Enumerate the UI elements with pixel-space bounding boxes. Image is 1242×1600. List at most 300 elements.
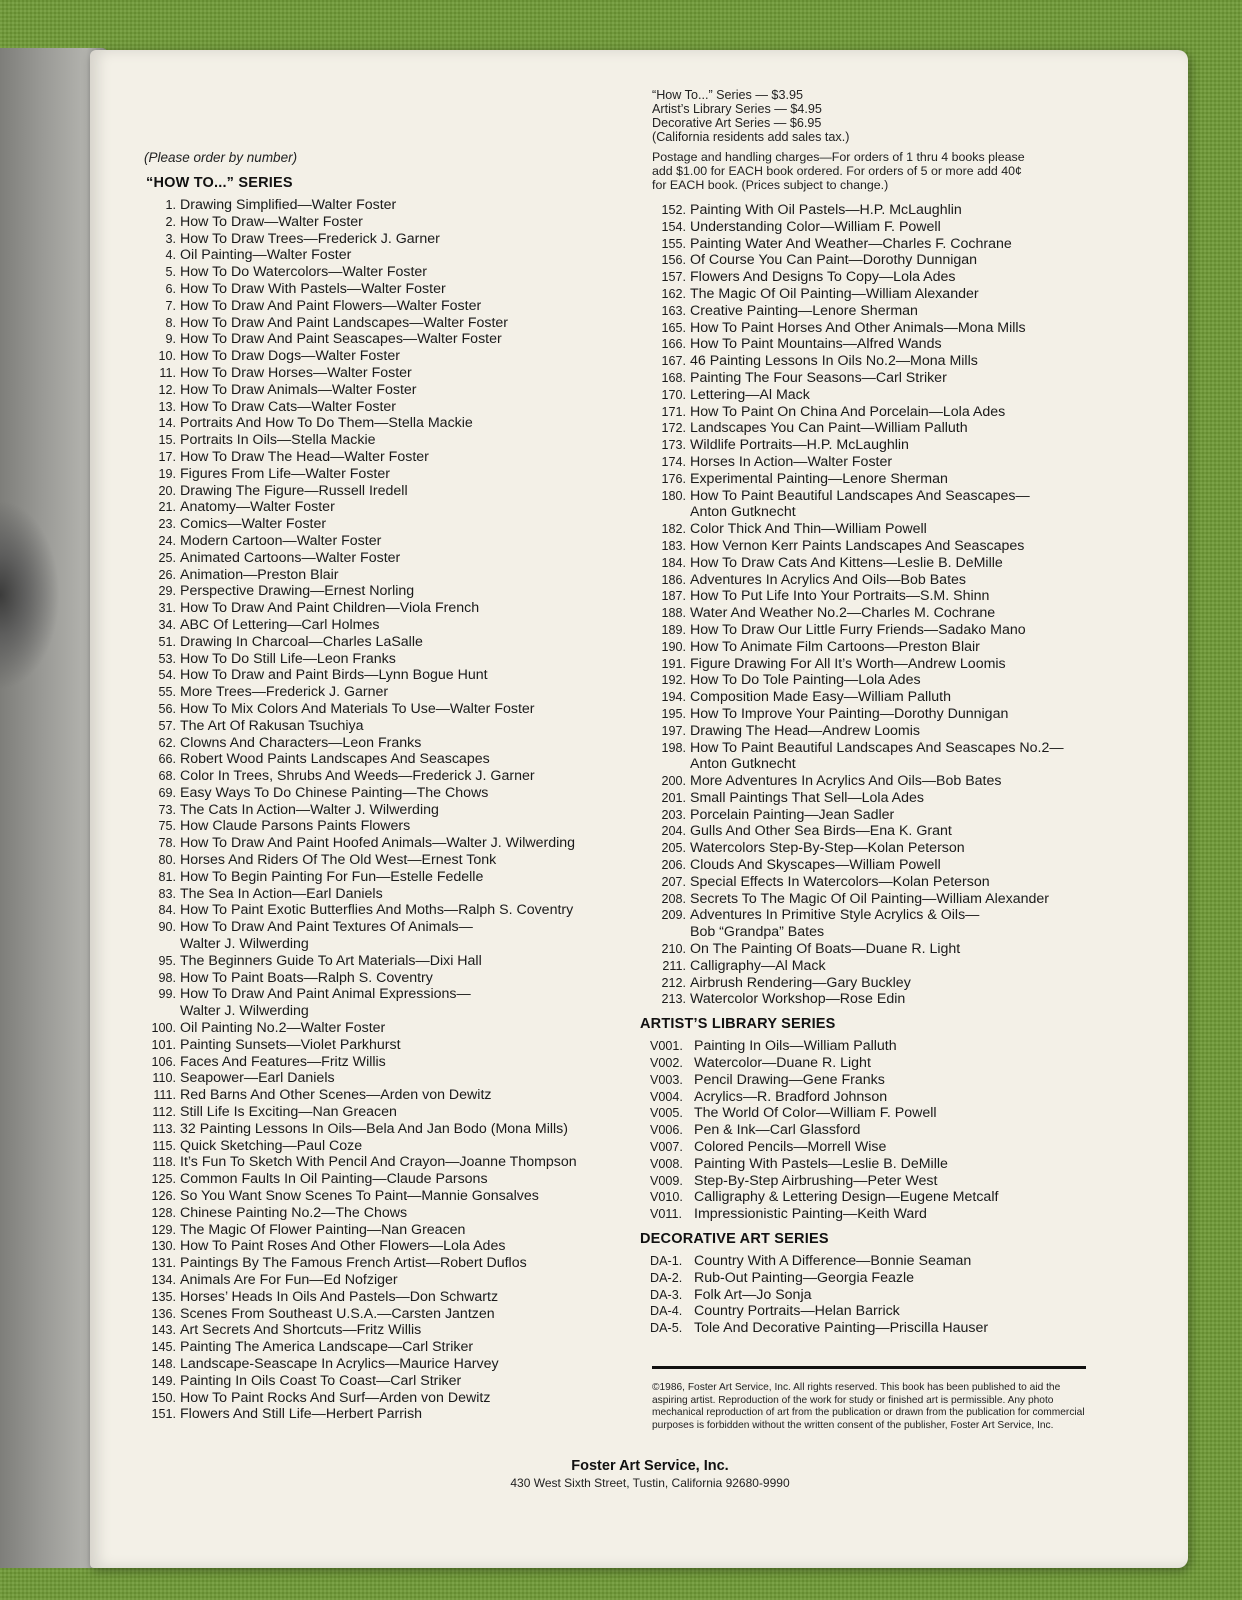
item-title: Special Effects In Watercolors—Kolan Peterson	[690, 873, 990, 890]
list-item	[650, 252, 1090, 269]
item-number: 173.	[661, 438, 686, 453]
list-item	[140, 1070, 630, 1087]
item-number: 6.	[165, 281, 176, 296]
item-number: 211.	[662, 958, 686, 973]
item-title: Adventures In Primitive Style Acrylics & Oils—	[690, 907, 980, 924]
item-title: Still Life Is Exciting—Nan Greacen	[180, 1104, 397, 1121]
item-title: Painting With Pastels—Leslie B. DeMille	[694, 1155, 948, 1172]
item-title: How To Draw And Paint Textures Of Animals—	[180, 919, 473, 936]
list-item	[650, 723, 1090, 740]
list-item	[140, 1222, 630, 1239]
item-number: 23.	[158, 517, 176, 532]
list-item	[650, 756, 1090, 773]
list-item	[140, 634, 630, 651]
item-number: V006.	[650, 1123, 683, 1138]
item-number: 21.	[158, 500, 176, 515]
list-item	[650, 471, 1090, 488]
item-number: 150.	[151, 1390, 176, 1405]
item-title: Step-By-Step Airbrushing—Peter West	[694, 1172, 938, 1189]
list-item	[140, 449, 630, 466]
item-number: 9.	[165, 332, 176, 347]
list-item	[140, 466, 630, 483]
list-item	[650, 572, 1090, 589]
item-number: V009.	[650, 1173, 683, 1188]
item-number: V003.	[650, 1072, 683, 1087]
item-title: Airbrush Rendering—Gary Buckley	[690, 974, 911, 991]
item-number: 100.	[151, 1021, 176, 1036]
list-item	[140, 331, 630, 348]
item-number: 207.	[661, 874, 686, 889]
item-number: 106.	[151, 1054, 176, 1069]
list-item	[140, 735, 630, 752]
item-number: 176.	[661, 471, 686, 486]
item-title: Adventures In Acrylics And Oils—Bob Bates	[690, 571, 966, 588]
item-title: Scenes From Southeast U.S.A.—Carsten Jantzen	[180, 1305, 495, 1322]
item-number: 101.	[151, 1037, 176, 1052]
list-item	[650, 1189, 1090, 1206]
item-title: Figure Drawing For All It’s Worth—Andrew Loomis	[690, 655, 1006, 672]
howto-series-title: “HOW TO...” SERIES	[146, 175, 293, 191]
list-item	[650, 823, 1090, 840]
item-number: 182.	[661, 522, 686, 537]
item-title: Walter J. Wilwerding	[180, 936, 309, 953]
list-item	[140, 550, 630, 567]
item-title: Horses And Riders Of The Old West—Ernest Tonk	[180, 852, 497, 869]
item-title: How To Draw Dogs—Walter Foster	[180, 348, 400, 365]
item-title: How To Paint Beautiful Landscapes And Seascapes No.2—	[690, 739, 1064, 756]
item-title: Easy Ways To Do Chinese Painting—The Chows	[180, 784, 489, 801]
item-number: 125.	[151, 1172, 176, 1187]
list-item	[140, 936, 630, 953]
list-item	[140, 247, 630, 264]
item-number: 3.	[165, 231, 176, 246]
list-item	[140, 1238, 630, 1255]
item-title: Calligraphy & Lettering Design—Eugene Metcalf	[694, 1189, 999, 1206]
divider-rule	[652, 1366, 1086, 1369]
item-number: DA-1.	[650, 1254, 683, 1269]
list-item	[650, 404, 1090, 421]
item-title: How Vernon Kerr Paints Landscapes And Seascapes	[690, 537, 1025, 554]
item-number: 209.	[661, 908, 686, 923]
item-number: 53.	[158, 651, 176, 666]
item-number: 204.	[661, 824, 686, 839]
list-item	[140, 835, 630, 852]
item-title: Watercolors Step-By-Step—Kolan Peterson	[690, 840, 965, 857]
list-item	[140, 348, 630, 365]
list-item	[140, 1188, 630, 1205]
item-title: Color Thick And Thin—William Powell	[690, 521, 927, 538]
list-item	[140, 1289, 630, 1306]
item-number: 113.	[152, 1121, 176, 1136]
list-item	[140, 197, 630, 214]
item-number: 15.	[158, 433, 176, 448]
item-title: Walter J. Wilwerding	[180, 1003, 309, 1020]
list-item	[140, 365, 630, 382]
item-number	[650, 504, 690, 521]
item-number: 10.	[158, 349, 176, 364]
item-number: 56.	[158, 701, 176, 716]
item-title: Landscape-Seascape In Acrylics—Maurice Harvey	[180, 1355, 499, 1372]
item-title: Color In Trees, Shrubs And Weeds—Frederick J. Garner	[180, 768, 535, 785]
item-title: How To Improve Your Painting—Dorothy Dunnigan	[690, 705, 1009, 722]
item-title: How To Paint Exotic Butterflies And Moths—Ralph S. Coventry	[180, 902, 574, 919]
item-number: 210.	[661, 942, 686, 957]
copyright-notice: ©1986, Foster Art Service, Inc. All rights reserved. This book has been published to aid the aspiring artist. Reproduction of the work for study or finished art is permissible. Any photo mechanical reproduction of art from the publication or drawn from the publication for commercial purposes is forbidden without the written consent of the publisher, Foster Art Service, Inc.	[652, 1382, 1085, 1431]
item-title: Small Paintings That Sell—Lola Ades	[690, 789, 924, 806]
list-item	[650, 387, 1090, 404]
item-title: Comics—Walter Foster	[180, 516, 327, 533]
list-item	[140, 701, 630, 718]
item-title: Watercolor—Duane R. Light	[694, 1055, 871, 1072]
item-number: 12.	[158, 382, 176, 397]
list-item	[140, 617, 630, 634]
item-title: Acrylics—R. Bradford Johnson	[694, 1088, 888, 1105]
list-item	[140, 1322, 630, 1339]
item-title: Of Course You Can Paint—Dorothy Dunnigan	[690, 252, 978, 269]
item-number: 25.	[158, 550, 176, 565]
item-title: Country With A Difference—Bonnie Seaman	[694, 1253, 972, 1270]
list-item	[140, 684, 630, 701]
item-number: V010.	[650, 1190, 683, 1205]
item-title: Common Faults In Oil Painting—Claude Parsons	[180, 1171, 488, 1188]
list-item	[650, 504, 1090, 521]
item-number: 203.	[661, 807, 686, 822]
list-item	[140, 1373, 630, 1390]
item-number: 130.	[151, 1239, 176, 1254]
list-item	[650, 807, 1090, 824]
list-item	[140, 970, 630, 987]
item-title: Animation—Preston Blair	[180, 566, 339, 583]
list-item	[650, 420, 1090, 437]
list-item	[140, 818, 630, 835]
item-number	[650, 924, 690, 941]
item-number: 151.	[151, 1407, 176, 1422]
item-title: Tole And Decorative Painting—Priscilla Hauser	[694, 1320, 989, 1337]
list-item	[650, 622, 1090, 639]
list-item	[140, 718, 630, 735]
order-note: (Please order by number)	[144, 150, 298, 165]
item-title: 46 Painting Lessons In Oils No.2—Mona Mills	[690, 353, 978, 370]
list-item	[650, 269, 1090, 286]
item-title: Perspective Drawing—Ernest Norling	[180, 583, 415, 600]
item-number: 95.	[158, 953, 176, 968]
item-number: 149.	[151, 1373, 176, 1388]
item-number: 183.	[661, 538, 686, 553]
item-title: How To Draw Our Little Furry Friends—Sadako Mano	[690, 621, 1026, 638]
item-number: 148.	[151, 1356, 176, 1371]
list-item	[650, 1303, 1090, 1320]
item-number: 51.	[158, 634, 176, 649]
list-item	[650, 202, 1090, 219]
item-title: Art Secrets And Shortcuts—Fritz Willis	[180, 1322, 422, 1339]
list-item	[650, 1156, 1090, 1173]
list-item	[650, 857, 1090, 874]
list-item	[650, 840, 1090, 857]
item-number	[140, 1003, 180, 1020]
item-number: 171.	[661, 404, 686, 419]
item-title: How To Draw And Paint Animal Expressions—	[180, 986, 471, 1003]
item-title: Anton Gutknecht	[690, 504, 796, 521]
item-title: Painting In Oils—William Palluth	[694, 1038, 897, 1055]
item-number: 26.	[158, 567, 176, 582]
list-item	[650, 454, 1090, 471]
item-number: 57.	[158, 718, 176, 733]
list-item	[650, 689, 1090, 706]
item-title: Calligraphy—Al Mack	[690, 957, 826, 974]
item-title: Paintings By The Famous French Artist—Robert Duflos	[180, 1255, 527, 1272]
item-title: How To Draw And Paint Hoofed Animals—Walter J. Wilwerding	[180, 835, 576, 852]
list-item	[140, 1356, 630, 1373]
item-title: Flowers And Designs To Copy—Lola Ades	[690, 269, 956, 286]
item-number: 80.	[158, 853, 176, 868]
item-number: V005.	[650, 1106, 683, 1121]
list-item	[140, 583, 630, 600]
item-number: 198.	[661, 740, 686, 755]
list-item	[140, 567, 630, 584]
item-title: How To Do Watercolors—Walter Foster	[180, 264, 428, 281]
item-number: 165.	[661, 320, 686, 335]
item-number: 155.	[661, 236, 686, 251]
item-title: Gulls And Other Sea Birds—Ena K. Grant	[690, 823, 952, 840]
item-number: 170.	[661, 387, 686, 402]
list-item	[140, 886, 630, 903]
item-number: 75.	[158, 819, 176, 834]
item-title: Horses In Action—Walter Foster	[690, 453, 893, 470]
list-item	[650, 1089, 1090, 1106]
item-title: How To Draw Trees—Frederick J. Garner	[180, 230, 440, 247]
item-title: The Magic Of Oil Painting—William Alexander	[690, 285, 979, 302]
item-title: How To Paint On China And Porcelain—Lola Ades	[690, 403, 1006, 420]
list-item	[140, 869, 630, 886]
item-title: Drawing The Head—Andrew Loomis	[690, 722, 920, 739]
item-number: 188.	[661, 606, 686, 621]
list-item	[140, 1390, 630, 1407]
list-item	[650, 958, 1090, 975]
list-item	[140, 1104, 630, 1121]
item-number: 191.	[661, 656, 686, 671]
list-item	[140, 852, 630, 869]
item-number: 186.	[661, 572, 686, 587]
item-number: 68.	[158, 769, 176, 784]
item-number: 111.	[153, 1088, 176, 1103]
list-item	[650, 1206, 1090, 1223]
list-item	[650, 286, 1090, 303]
list-item	[650, 706, 1090, 723]
item-title: How To Do Tole Painting—Lola Ades	[690, 672, 921, 689]
list-item	[650, 236, 1090, 253]
list-item	[650, 1320, 1090, 1337]
item-title: More Trees—Frederick J. Garner	[180, 684, 389, 701]
list-item	[140, 1306, 630, 1323]
item-title: How To Paint Boats—Ralph S. Coventry	[180, 969, 433, 986]
item-title: How To Draw And Paint Landscapes—Walter Foster	[180, 314, 509, 331]
list-item	[650, 656, 1090, 673]
list-item	[140, 986, 630, 1003]
list-item	[650, 1270, 1090, 1287]
item-title: How To Animate Film Cartoons—Preston Blair	[690, 638, 980, 655]
list-item	[650, 303, 1090, 320]
item-number: 81.	[158, 869, 176, 884]
item-title: Clowns And Characters—Leon Franks	[180, 734, 422, 751]
list-item	[140, 483, 630, 500]
list-item	[650, 1122, 1090, 1139]
item-number: V007.	[650, 1140, 683, 1155]
item-number: 200.	[661, 774, 686, 789]
list-item	[650, 1173, 1090, 1190]
item-number: 4.	[165, 248, 176, 263]
item-title: How To Draw The Head—Walter Foster	[180, 448, 429, 465]
item-title: Portraits And How To Do Them—Stella Mackie	[180, 415, 473, 432]
item-title: Animated Cartoons—Walter Foster	[180, 549, 401, 566]
item-title: Understanding Color—William F. Powell	[690, 218, 941, 235]
item-title: Pen & Ink—Carl Glassford	[694, 1122, 861, 1139]
item-title: How To Draw And Paint Flowers—Walter Foster	[180, 297, 482, 314]
list-item	[140, 953, 630, 970]
item-title: Flowers And Still Life—Herbert Parrish	[180, 1406, 423, 1423]
list-item	[650, 740, 1090, 757]
item-title: Oil Painting No.2—Walter Foster	[180, 1020, 386, 1037]
item-title: Impressionistic Painting—Keith Ward	[694, 1206, 927, 1223]
item-title: Modern Cartoon—Walter Foster	[180, 532, 382, 549]
item-number: 78.	[158, 836, 176, 851]
item-title: On The Painting Of Boats—Duane R. Light	[690, 941, 961, 958]
item-title: Experimental Painting—Lenore Sherman	[690, 470, 948, 487]
item-title: Landscapes You Can Paint—William Palluth	[690, 420, 968, 437]
item-title: How To Paint Rocks And Surf—Arden von Dewitz	[180, 1389, 491, 1406]
item-title: How To Paint Mountains—Alfred Wands	[690, 336, 942, 353]
sales-tax-note: (California residents add sales tax.)	[652, 130, 850, 144]
list-item	[650, 1105, 1090, 1122]
item-title: It’s Fun To Sketch With Pencil And Crayon—Joanne Thompson	[180, 1154, 577, 1171]
item-title: How To Do Still Life—Leon Franks	[180, 650, 396, 667]
item-title: How To Draw—Walter Foster	[180, 213, 363, 230]
list-item	[140, 499, 630, 516]
list-item	[140, 1037, 630, 1054]
item-number: 66.	[158, 752, 176, 767]
list-item	[140, 651, 630, 668]
item-title: How To Paint Beautiful Landscapes And Seascapes—	[690, 487, 1030, 504]
item-number: DA-4.	[650, 1304, 683, 1319]
item-number: V011.	[650, 1207, 682, 1222]
list-item	[140, 600, 630, 617]
decorative-list	[650, 1253, 1090, 1337]
item-number: V008.	[650, 1156, 683, 1171]
item-title: How To Begin Painting For Fun—Estelle Fedelle	[180, 868, 484, 885]
item-number: 2.	[165, 214, 176, 229]
item-title: How To Paint Horses And Other Animals—Mona Mills	[690, 319, 1026, 336]
item-title: Quick Sketching—Paul Coze	[180, 1137, 363, 1154]
item-number: 163.	[661, 303, 686, 318]
item-number: 110.	[152, 1071, 176, 1086]
list-item	[140, 214, 630, 231]
item-number: 131.	[151, 1256, 176, 1271]
item-number: 98.	[158, 970, 176, 985]
item-title: The Cats In Action—Walter J. Wilwerding	[180, 801, 439, 818]
item-number: 55.	[158, 685, 176, 700]
item-number: 166.	[661, 337, 686, 352]
howto-list-right	[650, 202, 1090, 1008]
item-number: 162.	[661, 286, 686, 301]
item-title: Animals Are For Fun—Ed Nofziger	[180, 1272, 398, 1288]
item-number: 167.	[661, 354, 686, 369]
item-title: How To Draw Cats And Kittens—Leslie B. DeMille	[690, 554, 1003, 571]
list-item	[140, 399, 630, 416]
item-number: 172.	[661, 421, 686, 436]
item-number: 190.	[661, 639, 686, 654]
item-title: How Claude Parsons Paints Flowers	[180, 818, 411, 835]
price-howto: “How To...” Series — $3.95	[652, 88, 803, 102]
price-decorative: Decorative Art Series — $6.95	[652, 116, 822, 130]
item-title: How To Draw Horses—Walter Foster	[180, 364, 412, 381]
item-number: 115.	[152, 1138, 176, 1153]
item-number: 180.	[661, 488, 686, 503]
item-number: 7.	[165, 298, 176, 313]
list-item	[140, 231, 630, 248]
item-number: 54.	[158, 668, 176, 683]
list-item	[140, 298, 630, 315]
item-title: How To Draw and Paint Birds—Lynn Bogue Hunt	[180, 667, 488, 684]
list-item	[140, 1406, 630, 1423]
item-number: 31.	[158, 601, 176, 616]
list-item	[650, 773, 1090, 790]
list-item	[140, 516, 630, 533]
item-number: 20.	[158, 483, 176, 498]
item-number: 154.	[661, 219, 686, 234]
item-title: Portraits In Oils—Stella Mackie	[180, 432, 376, 449]
list-item	[650, 1287, 1090, 1304]
column-right	[640, 88, 1090, 1337]
item-title: More Adventures In Acrylics And Oils—Bob Bates	[690, 773, 1002, 790]
item-title: Robert Wood Paints Landscapes And Seascapes	[180, 751, 490, 768]
item-number: 29.	[158, 584, 176, 599]
item-number	[140, 936, 180, 953]
list-item	[140, 1003, 630, 1020]
publisher-address: 430 West Sixth Street, Tustin, California 92680-9990	[510, 1476, 790, 1490]
item-number: 112.	[152, 1105, 176, 1120]
item-number: 136.	[151, 1306, 176, 1321]
item-number: 128.	[151, 1205, 176, 1220]
list-item	[140, 432, 630, 449]
list-item	[140, 768, 630, 785]
item-number: 145.	[151, 1340, 176, 1355]
item-title: How To Draw Cats—Walter Foster	[180, 398, 397, 415]
item-title: Composition Made Easy—William Palluth	[690, 689, 951, 706]
list-item	[140, 1171, 630, 1188]
list-item	[140, 1255, 630, 1272]
item-number: DA-5.	[650, 1321, 683, 1336]
item-title: How To Paint Roses And Other Flowers—Lola Ades	[180, 1238, 506, 1255]
artists-library-title: ARTIST’S LIBRARY SERIES	[640, 1016, 836, 1033]
item-title: Clouds And Skyscapes—William Powell	[690, 857, 941, 874]
list-item	[650, 588, 1090, 605]
list-item	[650, 1055, 1090, 1072]
item-title: How To Draw Animals—Walter Foster	[180, 381, 417, 398]
list-item	[140, 1020, 630, 1037]
list-item	[140, 382, 630, 399]
item-number: 129.	[151, 1222, 176, 1237]
item-title: How To Mix Colors And Materials To Use—Walter Foster	[180, 700, 535, 717]
list-item	[140, 264, 630, 281]
list-item	[140, 1205, 630, 1222]
item-number: 99.	[158, 987, 176, 1002]
item-number: 168.	[661, 370, 686, 385]
item-number: 83.	[158, 886, 176, 901]
list-item	[140, 751, 630, 768]
decorative-title: DECORATIVE ART SERIES	[640, 1231, 829, 1248]
item-number: 189.	[661, 622, 686, 637]
list-item	[140, 1138, 630, 1155]
plant-illustration	[0, 500, 60, 690]
